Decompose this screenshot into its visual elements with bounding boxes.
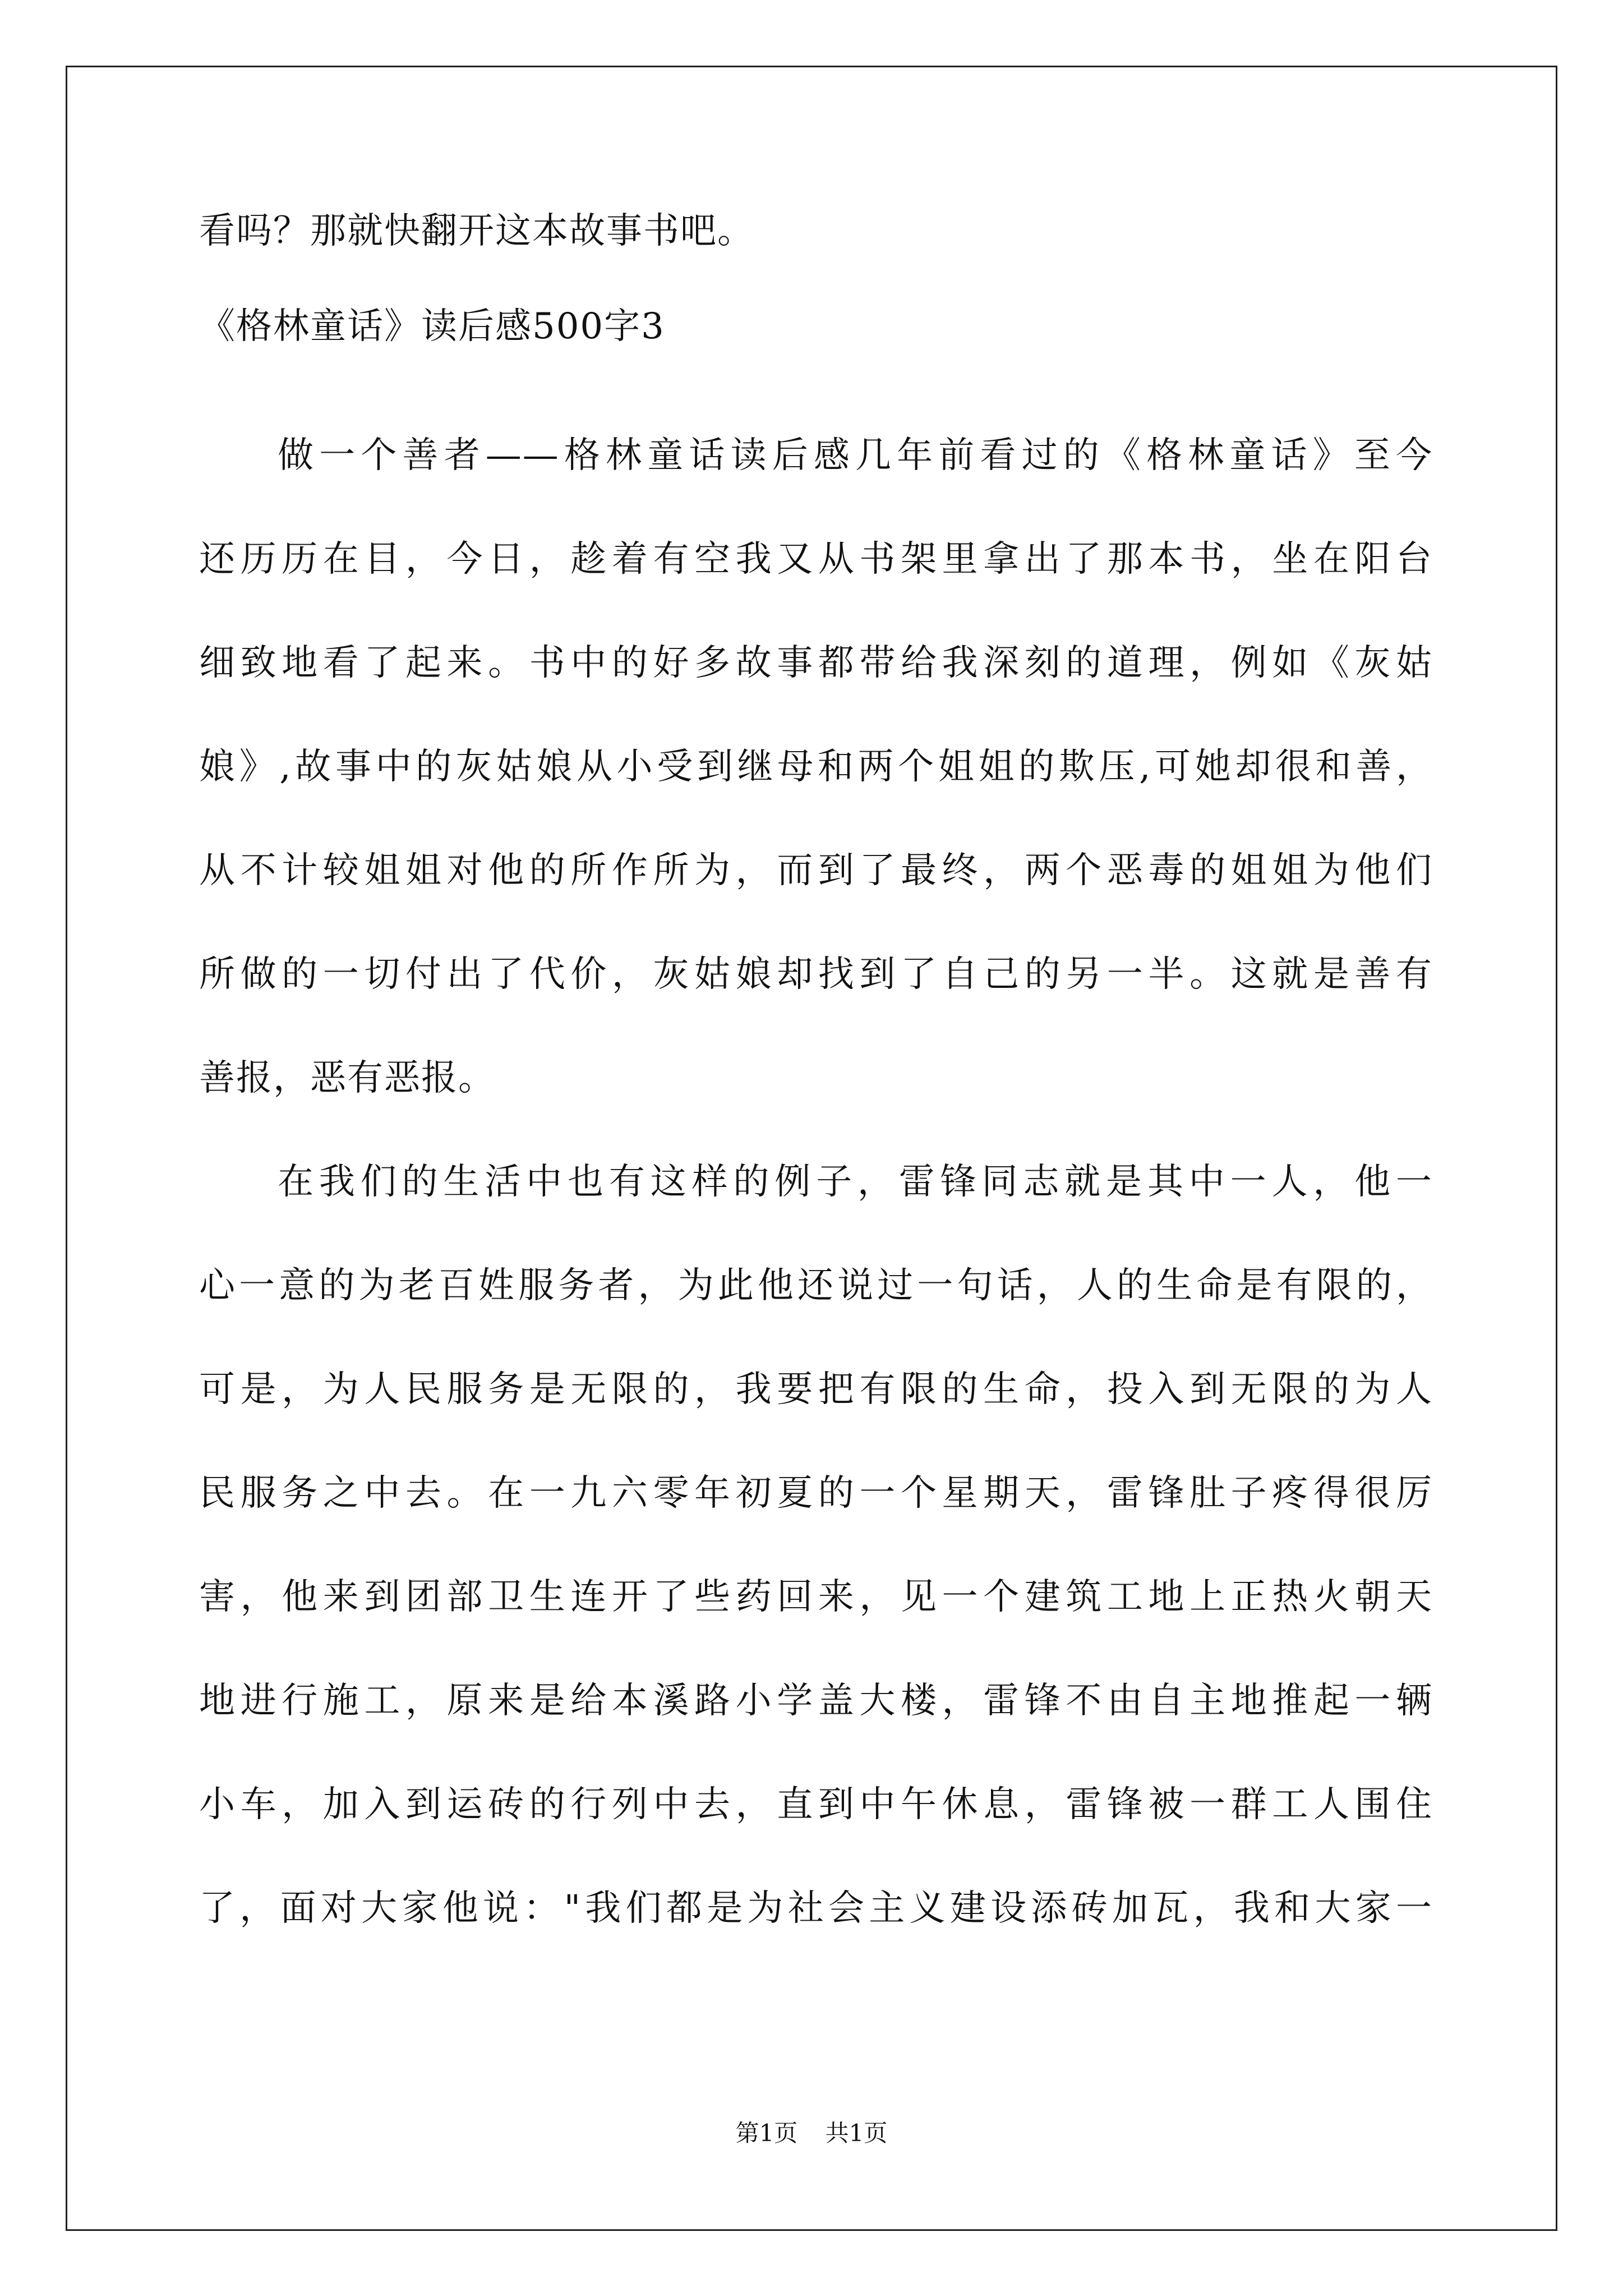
text-line: 还历历在目，今日，趁着有空我又从书架里拿出了那本书，坐在阳台 <box>199 539 1433 580</box>
section-heading: 《格林童话》读后感500字3 <box>199 306 665 347</box>
text-line: 地进行施工，原来是给本溪路小学盖大楼，雷锋不由自主地推起一辆 <box>199 1680 1433 1722</box>
page-footer <box>0 2118 1623 2149</box>
text-line: 小车，加入到运砖的行列中去，直到中午休息，雷锋被一群工人围住 <box>199 1784 1433 1825</box>
text-line: 所做的一切付出了代价，灰姑娘却找到了自己的另一半。这就是善有 <box>199 954 1433 995</box>
text-line: 可是，为人民服务是无限的，我要把有限的生命，投入到无限的为人 <box>199 1369 1433 1410</box>
text-line: 心一意的为老百姓服务者，为此他还说过一句话，人的生命是有限的， <box>199 1265 1433 1306</box>
text-line: 细致地看了起来。书中的好多故事都带给我深刻的道理，例如《灰姑 <box>199 642 1433 684</box>
text-line: 善报，恶有恶报。 <box>199 1057 495 1099</box>
text-line: 害，他来到团部卫生连开了些药回来，见一个建筑工地上正热火朝天 <box>199 1576 1433 1618</box>
text-line: 看吗？那就快翻开这本故事书吧。 <box>199 210 754 252</box>
text-line: 从不计较姐姐对他的所作所为，而到了最终，两个恶毒的姐姐为他们 <box>199 850 1433 891</box>
page-number: 第1页 <box>735 2119 798 2147</box>
paragraph-first-line: 在我们的生活中也有这样的例子，雷锋同志就是其中一人，他一 <box>278 1161 1433 1203</box>
page-total: 共1页 <box>825 2119 888 2147</box>
text-line: 民服务之中去。在一九六零年初夏的一个星期天，雷锋肚子疼得很厉 <box>199 1473 1433 1514</box>
text-line: 娘》,故事中的灰姑娘从小受到继母和两个姐姐的欺压,可她却很和善， <box>199 746 1433 788</box>
paragraph-first-line: 做一个善者——格林童话读后感几年前看过的《格林童话》至今 <box>278 435 1433 476</box>
text-line: 了，面对大家他说："我们都是为社会主义建设添砖加瓦，我和大家一 <box>199 1888 1433 1929</box>
